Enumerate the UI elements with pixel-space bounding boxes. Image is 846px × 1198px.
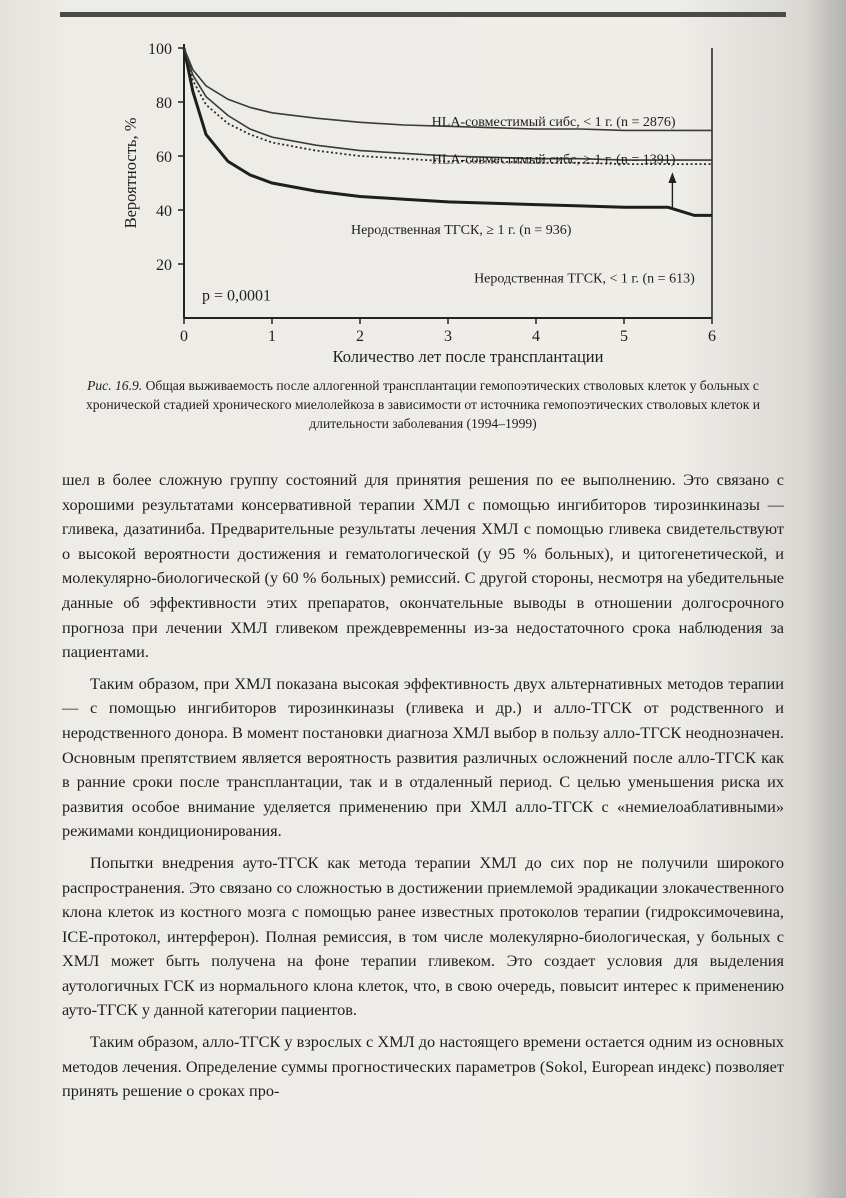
chart-labels bbox=[121, 115, 695, 366]
series-label-3: Неродственная ТГСК, ≥ 1 г. (n = 936) bbox=[350, 222, 572, 238]
y-tick-label: 40 bbox=[156, 203, 172, 220]
x-tick-label: 5 bbox=[620, 328, 628, 345]
p-value-annotation: p = 0,0001 bbox=[202, 287, 272, 305]
series-label-4: Неродственная ТГСК, < 1 г. (n = 613) bbox=[474, 271, 695, 287]
y-tick-label: 60 bbox=[156, 149, 172, 166]
x-tick-label: 3 bbox=[444, 328, 452, 345]
series-line-3 bbox=[184, 48, 712, 215]
figure-caption bbox=[62, 376, 784, 433]
x-axis-label: Количество лет после трансплантации bbox=[332, 347, 604, 366]
series-label-2: HLA-совместимый сибс, ≥ 1 г. (n = 1391) bbox=[431, 152, 676, 168]
paragraph-1: шел в более сложную группу состояний для принятия решения по ее выполнению. Это связано с хорошими результатами консервативной терапии ХМЛ с помощью ингибиторов тирозинкиназы — гливека, дазатиниба. Предварительные результаты лечения ХМЛ с помощью гливека свидетельствуют о высокой вероятности достижения и гематологической (у 95 % больных), и цитогенетической, и молекулярно-биологической (у 60 % больных) ремиссий. С другой стороны, несмотря на убедительные данные об эффективности этих препаратов, окончательные выводы в отношении долгосрочного прогноза при лечении ХМЛ гливеком преждевременны из-за недостаточного срока наблюдения за пациентами. bbox=[62, 470, 784, 662]
x-tick-label: 4 bbox=[532, 328, 540, 345]
series-line-2 bbox=[184, 48, 712, 164]
caption-number: Рис. 16.9. bbox=[87, 378, 143, 393]
chart-series bbox=[184, 48, 712, 215]
x-tick-label: 0 bbox=[180, 328, 188, 345]
y-axis-label: Вероятность, % bbox=[121, 117, 140, 229]
survival-chart bbox=[60, 30, 740, 370]
caption-text: Общая выживаемость после аллогенной трансплантации гемопоэтических стволовых клеток у больных с хронической стадией хронического миелолейкоза в зависимости от источника гемопоэтических стволовых клеток и длительности заболевания (1994–1999) bbox=[85, 378, 761, 431]
y-tick-label: 20 bbox=[156, 257, 172, 274]
x-tick-label: 1 bbox=[268, 328, 276, 345]
page-edge-shadow bbox=[802, 0, 846, 1198]
paragraph-3: Попытки внедрения ауто-ТГСК как метода терапии ХМЛ до сих пор не получили широкого распространения. Это связано со сложностью в достижении приемлемой эрадикации злокачественного клона клеток из костного мозга с помощью ранее известных протоколов терапии (гидроксимочевина, ICE-протокол, интерферон). Полная ремиссия, в том числе молекулярно-биологическая, у больных с ХМЛ может быть получена на фоне терапии гливеком. Это создает условия для выделения аутологичных ГСК из нормального клона клеток, что, в свою очередь, повысит интерес к применению ауто-ТГСК у данной категории пациентов. bbox=[62, 852, 784, 1020]
body-text bbox=[62, 468, 784, 1111]
series-line-4 bbox=[184, 48, 712, 160]
paragraph-2: Таким образом, при ХМЛ показана высокая эффективность двух альтернативных методов терапии — с помощью ингибиторов тирозинкиназы (гливека и др.) и алло-ТГСК от родственного и неродственного донора. В момент постановки диагноза ХМЛ выбор в пользу алло-ТГСК неоднозначен. Основным препятствием является вероятность развития различных осложнений после алло-ТГСК как в ранние сроки после трансплантации, так и в отдаленный период. С целью уменьшения риска их развития особое внимание уделяется применению при ХМЛ алло-ТГСК с «немиелоаблативными» режимами кондиционирования. bbox=[62, 673, 784, 841]
x-tick-label: 6 bbox=[708, 328, 716, 345]
series-label-1: HLA-совместимый сибс, < 1 г. (n = 2876) bbox=[431, 114, 676, 130]
y-tick-label: 100 bbox=[148, 41, 172, 58]
top-rule bbox=[60, 12, 786, 17]
pointer-arrow-head bbox=[668, 172, 676, 183]
x-tick-label: 2 bbox=[356, 328, 364, 345]
y-tick-label: 80 bbox=[156, 95, 172, 112]
paragraph-4: Таким образом, алло-ТГСК у взрослых с ХМЛ до настоящего времени остается одним из основных методов лечения. Определение суммы прогностических параметров (Sokol, European индекс) позволяет принять решение о сроках про- bbox=[62, 1032, 784, 1101]
